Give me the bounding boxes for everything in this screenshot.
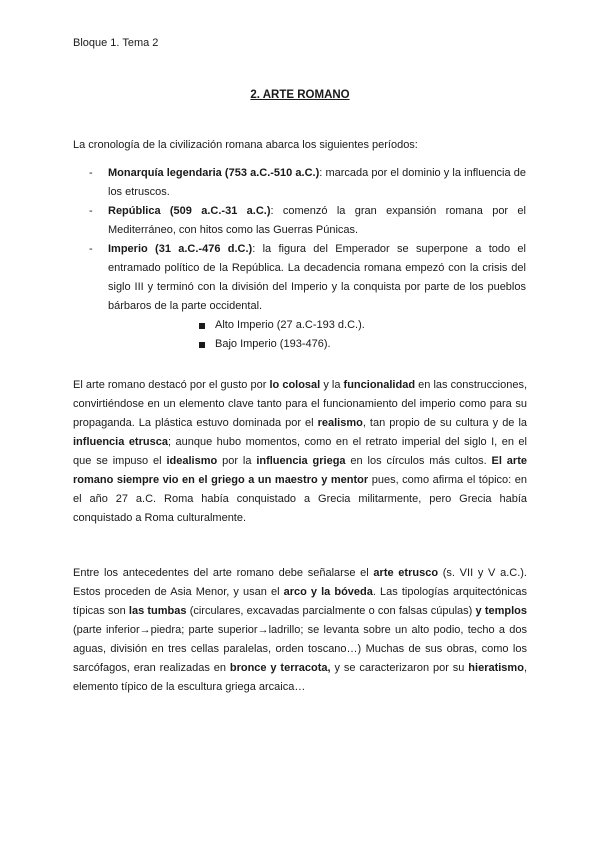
text-run: y se caracterizaron por su xyxy=(330,662,469,674)
period-name: República (509 a.C.-31 a.C.) xyxy=(108,205,271,217)
text-run: y la xyxy=(320,379,344,391)
subperiod-alto-imperio: Alto Imperio (27 a.C-193 d.C.). xyxy=(199,316,526,335)
bold-run: lo colosal xyxy=(269,379,321,391)
text-run: por la xyxy=(217,455,257,467)
period-monarquia xyxy=(86,164,526,202)
period-republica xyxy=(86,202,526,240)
period-name: Monarquía legendaria (753 a.C.-510 a.C.) xyxy=(108,167,320,179)
periods-list xyxy=(86,164,526,354)
text-run: (parte inferior→piedra; parte superior→ladrillo; se levanta sobre un alto podio, techo a dos aguas, división en tres cellas paralelas, orden toscano…) Muchas de sus obras, como los sarcófagos, eran realizadas en xyxy=(73,624,527,674)
paragraph-arte-etrusco xyxy=(73,564,527,697)
period-name: Imperio (31 a.C.-476 d.C.) xyxy=(108,243,253,255)
bold-run: hieratismo xyxy=(468,662,524,674)
text-run: (s. VII y V a.C.). Estos proceden de Asia Menor, y usan el xyxy=(73,567,527,598)
text-run: (circulares, excavadas parcialmente o con falsas cúpulas) xyxy=(186,605,476,617)
paragraph-arte-romano xyxy=(73,376,527,528)
period-imperio xyxy=(86,240,526,354)
text-run: , tan propio de su cultura y de la xyxy=(362,417,528,429)
page-header: Bloque 1. Tema 2 xyxy=(73,37,159,49)
bold-run: arte etrusco xyxy=(373,567,439,579)
bold-run: las tumbas xyxy=(128,605,187,617)
bold-run: y templos xyxy=(475,605,528,617)
text-run: El arte romano destacó por el gusto por xyxy=(73,379,270,391)
text-run: Entre los antecedentes del arte romano debe señalarse el xyxy=(73,567,374,579)
bold-run: realismo xyxy=(317,417,363,429)
intro-text: La cronología de la civilización romana abarca los siguientes períodos: xyxy=(73,139,418,151)
text-run: en las construcciones, convirtiéndose en un elemento clave tanto para el funcionamiento del imperio como para su propaganda. La plástica estuvo dominada por el xyxy=(73,379,528,429)
text-run: en los círculos más cultos. xyxy=(345,455,492,467)
text-run: ; aunque hubo momentos, como en el retrato imperial del siglo I, en el que se impuso el xyxy=(73,436,527,467)
bold-run: idealismo xyxy=(166,455,218,467)
bold-run: El arte romano siempre vio en el griego a un maestro y mentor xyxy=(73,455,527,486)
text-run: . Las tipologías arquitectónicas típicas son xyxy=(73,586,527,617)
bold-run: bronce y terracota, xyxy=(229,662,331,674)
bold-run: influencia etrusca xyxy=(73,436,168,448)
bold-run: influencia griega xyxy=(256,455,346,467)
subperiods-list xyxy=(108,316,526,354)
page-title: 2. ARTE ROMANO xyxy=(250,89,350,101)
period-description: : marcada por el dominio y la influencia de los etruscos. xyxy=(108,167,526,198)
period-description: : comenzó la gran expansión romana por el Mediterráneo, con hitos como las Guerras Púnicas. xyxy=(108,205,526,236)
bold-run: arco y la bóveda xyxy=(283,586,373,598)
text-run: pues, como afirma el tópico: en el año 27 a.C. Roma había conquistado a Grecia militarmente, pero Grecia había conquistado a Roma culturalmente. xyxy=(73,474,527,524)
period-description: : la figura del Emperador se superpone a todo el entramado político de la República. La decadencia romana empezó con la crisis del siglo III y terminó con la división del Imperio y la conquista por parte de los pueblos bárbaros de la parte occidental. xyxy=(108,243,526,312)
bold-run: funcionalidad xyxy=(343,379,416,391)
subperiod-bajo-imperio: Bajo Imperio (193-476). xyxy=(199,335,526,354)
text-run: , elemento típico de la escultura griega arcaica… xyxy=(73,662,527,693)
